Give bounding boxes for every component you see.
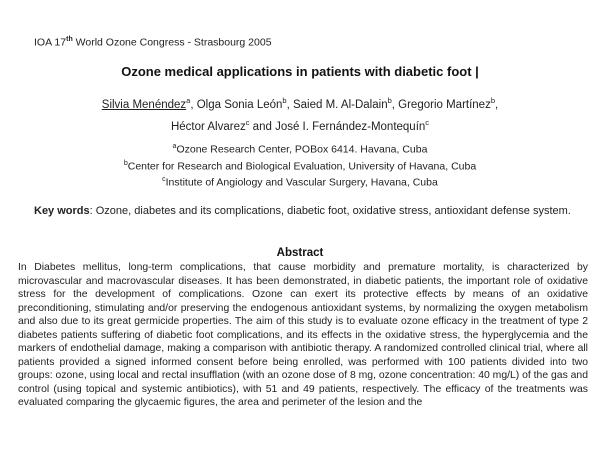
author-and: and (252, 120, 272, 133)
keywords-paragraph (34, 204, 582, 218)
header-rest: World Ozone Congress - Strasbourg 2005 (72, 36, 272, 49)
affiliation-b-text: Center for Research and Biological Evaluation, University of Havana, Cuba (127, 160, 477, 172)
affiliation-c-sup: c (162, 176, 166, 183)
author-4-sup: b (490, 96, 496, 105)
affiliation-c (60, 173, 540, 190)
affiliation-a-text: Ozone Research Center, POBox 6414. Havana, Cuba (176, 143, 428, 156)
affiliation-a (60, 140, 540, 157)
abstract-body: In Diabetes mellitus, long-term complications, that cause morbidity and premature mortality, is characterized by microvascular and macrovascular diseases. It has been demonstrated, in diabetic patients, the important role of oxidative stress for the development of complications. Ozone can exert its protective effects by means of an oxidative preconditioning, stimulating and/or preserving the endogenous antioxidant systems, by normalizing the oxygen metabolism and also due to its great germicide properties. The aim of this study is to evaluate ozone efficacy in the treatment of type 2 diabetes patients suffering of diabetic foot complications, and its effects in the oxidative stress, the hyperglycemia and the markers of endothelial damage, making a comparison with antibiotic therapy. A randomized controlled clinical trial, where all patients provided a signed informed consent before being enrolled, was performed with 100 patients divided into two groups: ozone, using local and rectal insufflation (with an ozone dose of 8 mg, ozone concentration: 40 mg/L) of the gas and control (using topical and systemic antibiotics), with 51 and 49 patients, respectively. The efficacy of the treatments was evaluated comparing the glycaemic figures, the area and perimeter of the lesion and the (18, 262, 588, 408)
author-list (60, 92, 540, 136)
author-2-sup: b (282, 96, 287, 105)
header-sup: th (66, 36, 73, 43)
affiliation-list (60, 140, 540, 190)
author-2: Olga Sonia León (196, 98, 283, 111)
affiliation-a-sup: a (172, 143, 177, 150)
keywords-label: Key words (34, 205, 90, 217)
author-4: Gregorio Martínez (398, 98, 491, 111)
affiliation-c-text: Institute of Angiology and Vascular Surgery, Havana, Cuba (165, 176, 438, 189)
header-prefix: IOA 17 (34, 36, 67, 49)
conference-header (34, 36, 272, 49)
author-line-2 (60, 114, 540, 136)
affiliation-b (60, 157, 540, 174)
author-6: José I. Fernández-Montequín (275, 120, 426, 133)
abstract-heading: Abstract (276, 247, 324, 259)
author-line-1: Silvia Menéndez$^a$, Olga Sonia León$^b$, Saied M. Al-Dalain$^b$, Gregorio Martínez$^b$, (101, 96, 499, 111)
author-1: Silvia Menéndez (101, 98, 187, 111)
author-3: Saied M. Al-Dalain (292, 98, 388, 111)
paper-title: Ozone medical applications in patients with diabetic foot | (121, 64, 479, 79)
keywords-text: : Ozone, diabetes and its complications, diabetic foot, oxidative stress, antioxidant defense system. (89, 205, 571, 217)
author-3-sup: b (387, 96, 392, 105)
author-5: Héctor Alvarez (170, 120, 246, 133)
author-1-sup: a (186, 96, 191, 105)
author-6-sup: c (425, 117, 430, 127)
author-5-sup: c (245, 117, 250, 127)
affiliation-b-sup: b (123, 159, 128, 167)
